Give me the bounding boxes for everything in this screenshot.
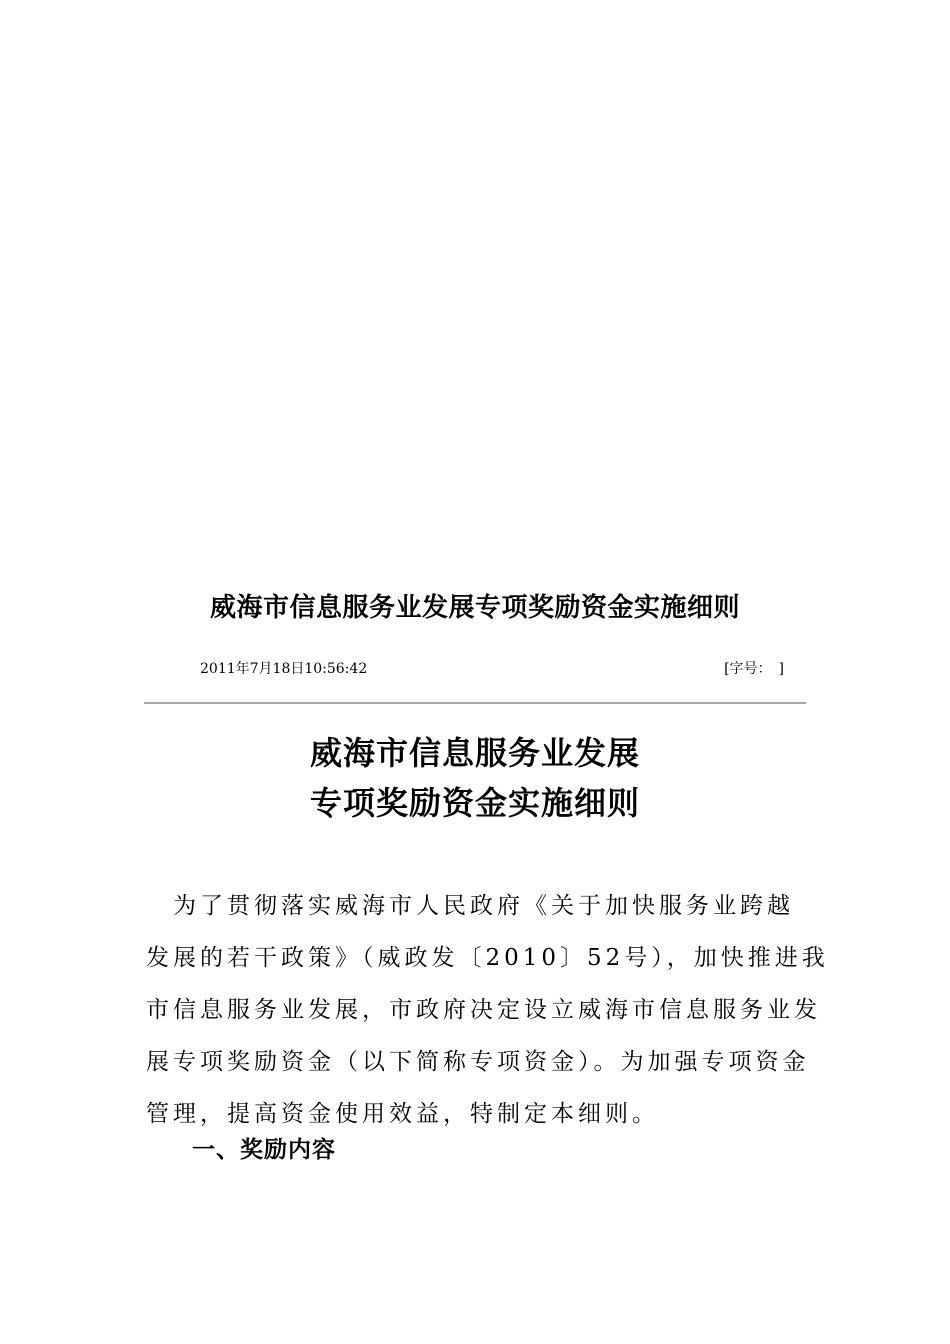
section-heading: 一、奖励内容 xyxy=(192,1137,336,1163)
font-size-selector[interactable]: [字号： ] xyxy=(724,661,784,677)
intro-paragraph xyxy=(146,880,829,1140)
paragraph-line: 管理，提高资金使用效益，特制定本细则。 xyxy=(146,1101,659,1127)
document-title-line1: 威海市信息服务业发展 xyxy=(309,734,640,772)
publish-date: 2011年7月18日10:56:42 xyxy=(200,661,368,677)
document-title-line2: 专项奖励资金实施细则 xyxy=(309,784,640,822)
paragraph-line: 为了贯彻落实威海市人民政府《关于加快服务业跨越 xyxy=(146,893,794,919)
paragraph-line: 市信息服务业发展，市政府决定设立威海市信息服务业发 xyxy=(146,997,821,1023)
article-meta xyxy=(200,658,784,680)
header-divider xyxy=(144,702,806,704)
paragraph-line: 展专项奖励资金（以下简称专项资金）。为加强专项资金 xyxy=(146,1049,810,1075)
paragraph-line: 发展的若干政策》（威政发〔2010〕52号），加快推进我 xyxy=(146,945,829,971)
page-title: 威海市信息服务业发展专项奖励资金实施细则 xyxy=(209,593,740,623)
